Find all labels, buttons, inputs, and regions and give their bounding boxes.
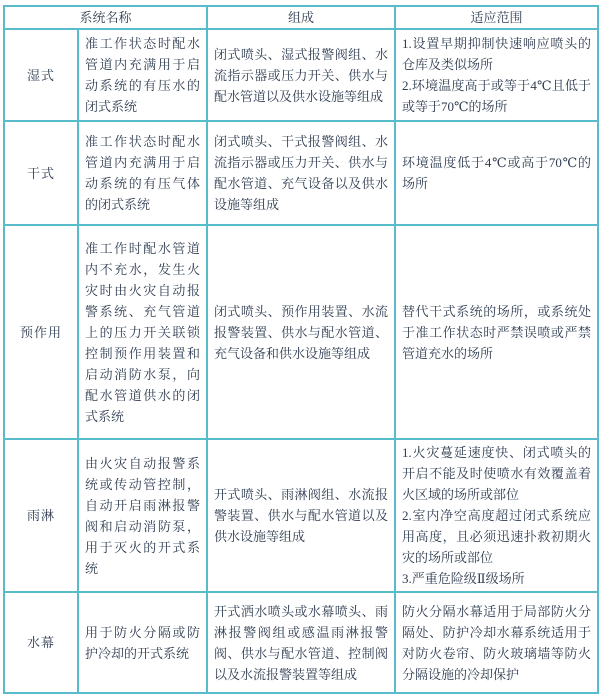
system-composition-cell	[207, 592, 395, 693]
system-name-cell: 水幕	[4, 592, 78, 693]
paragraph: 开式洒水喷头或水幕喷头、雨淋报警阀组或感温雨淋报警阀、供水与配水管道、控制阀以及水流报警装置等组成	[214, 603, 389, 682]
sprinkler-systems-table	[3, 5, 599, 694]
paragraph: 2.环境温度高于或等于4℃且低于或等于70℃的场所	[402, 78, 592, 114]
system-scope-cell	[395, 439, 598, 592]
system-description-cell	[78, 439, 207, 592]
paragraph: 由火灾自动报警系统或传动管控制，自动开启雨淋报警阀和启动消防泵，用于灭火的开式系统	[85, 455, 201, 576]
paragraph: 替代干式系统的场所，或系统处于准工作状态时严禁误喷或严禁管道充水的场所	[402, 303, 592, 361]
paragraph: 闭式喷头、湿式报警阀组、水流指示器或压力开关、供水与配水管道以及供水设施等组成	[214, 46, 389, 104]
paragraph: 1.火灾蔓延速度快、闭式喷头的开启不能及时使喷水有效覆盖着火区域的场所或部位	[402, 445, 592, 502]
system-scope-cell	[395, 29, 598, 121]
column-header-scope: 适应范围	[395, 6, 598, 29]
system-scope-cell	[395, 592, 598, 693]
system-name-cell: 预作用	[4, 225, 78, 439]
paragraph: 1.设置早期抑制快速响应喷头的仓库及类似场所	[402, 36, 592, 72]
system-composition-cell	[207, 225, 395, 439]
system-name-cell: 湿式	[4, 29, 78, 121]
system-scope-cell	[395, 225, 598, 439]
system-description-cell	[78, 225, 207, 439]
table-row	[4, 592, 598, 693]
paragraph: 环境温度低于4℃或高于70℃的场所	[402, 155, 592, 191]
table-row	[4, 29, 598, 121]
paragraph: 准工作状态时配水管道内充满用于启动系统的有压气体的闭式系统	[85, 134, 201, 212]
paragraph: 闭式喷头、干式报警阀组、水流指示器或压力开关、供水与配水管道、充气设备以及供水设施等组成	[214, 134, 389, 212]
system-description-cell	[78, 29, 207, 121]
table-row	[4, 439, 598, 592]
system-description-cell	[78, 121, 207, 225]
table-header-row	[4, 6, 598, 29]
paragraph: 用于防火分隔或防护冷却的开式系统	[85, 624, 201, 661]
system-name-cell: 雨淋	[4, 439, 78, 592]
paragraph: 闭式喷头、预作用装置、水流报警装置、供水与配水管道、充气设备和供水设施等组成	[214, 303, 389, 361]
paragraph: 3.严重危险级Ⅱ级场所	[402, 571, 525, 586]
paragraph: 准工作时配水管道内不充水，发生火灾时由火灾自动报警系统、充气管道上的压力开关联锁控制预作用装置和启动消防水泵，向配水管道供水的闭式系统	[85, 240, 201, 424]
system-description-cell	[78, 592, 207, 693]
system-name-cell: 干式	[4, 121, 78, 225]
column-header-system-name: 系统名称	[4, 6, 207, 29]
table-row	[4, 121, 598, 225]
system-composition-cell	[207, 29, 395, 121]
system-scope-cell	[395, 121, 598, 225]
system-composition-cell	[207, 121, 395, 225]
column-header-composition: 组成	[207, 6, 395, 29]
paragraph: 2.室内净空高度超过闭式系统应用高度，且必须迅速扑救初期火灾的场所或部位	[402, 508, 592, 565]
paragraph: 防火分隔水幕适用于局部防火分隔处、防护冷却水幕系统适用于对防火卷帘、防火玻璃墙等防火分隔设施的冷却保护	[402, 603, 592, 682]
system-composition-cell	[207, 439, 395, 592]
table-body	[4, 29, 598, 693]
paragraph: 开式喷头、雨淋阀组、水流报警装置、供水与配水管道以及供水设施等组成	[214, 487, 389, 544]
paragraph: 准工作状态时配水管道内充满用于启动系统的有压水的闭式系统	[85, 36, 201, 114]
table-row	[4, 225, 598, 439]
